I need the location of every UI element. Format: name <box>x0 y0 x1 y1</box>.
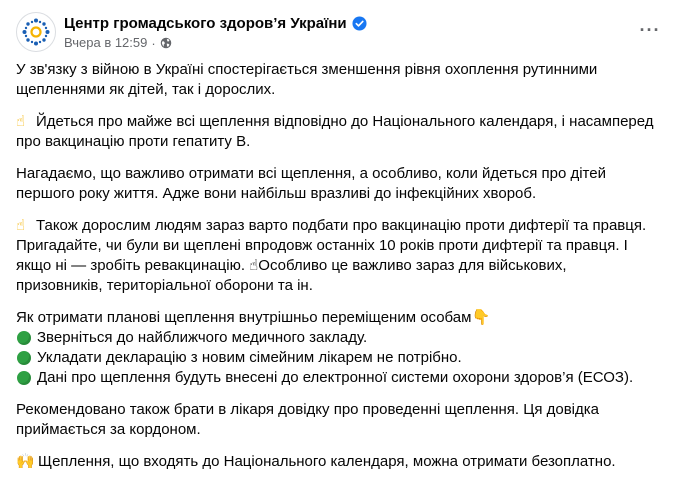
post-header <box>16 12 664 54</box>
post-paragraph-7 <box>16 452 656 472</box>
list-item <box>16 348 656 368</box>
post-paragraph-2 <box>16 112 656 152</box>
list-item-text: Укладати декларацію з новим сімейним лікарем не потрібно. <box>37 349 462 366</box>
page-name-row <box>64 14 367 33</box>
post-paragraph-7-text: Щеплення, що входять до Національного календаря, можна отримати безоплатно. <box>38 453 616 470</box>
page-avatar[interactable] <box>16 12 56 52</box>
post-paragraph-4-text: Також дорослим людям зараз варто подбати про вакцинацію проти дифтерії та правця. Пригадайте, чи були ви щеплені впродовж останніх 10 років проти дифтерії та правця. І якщо ні — зробіть ревакцинацію. ☝Особливо це важливо зараз для військових, призовників, територіальної оборони та ін. <box>16 217 647 294</box>
separator-dot: · <box>151 35 156 51</box>
globe-icon[interactable] <box>160 37 172 49</box>
post-paragraph-5 <box>16 308 656 388</box>
post-subline <box>64 35 367 51</box>
list-item-text: Дані про щеплення будуть внесені до електронної системи охорони здоров’я (ЕСОЗ). <box>37 369 634 386</box>
verified-badge-icon <box>352 16 367 31</box>
pointing-up-icon: ☝ <box>16 113 26 130</box>
more-options-button[interactable] <box>636 16 664 44</box>
post-paragraph-2-text: Йдеться про майже всі щеплення відповідно до Національного календаря, і насамперед про вакцинацію проти гепатиту В. <box>16 113 654 150</box>
post-body <box>16 60 656 484</box>
post-paragraph-4 <box>16 216 656 296</box>
post-paragraph-3: Нагадаємо, що важливо отримати всі щеплення, а особливо, коли йдеться про дітей першого року життя. Адже вони найбільш вразливі до інфекційних хвороб. <box>16 165 606 202</box>
post-paragraph-6: Рекомендовано також брати в лікаря довідку про проведенні щеплення. Ця довідка приймається за кордоном. <box>16 401 599 438</box>
ukraine-public-health-logo-icon <box>21 17 51 47</box>
raising-hands-icon: 🙌 <box>16 453 35 470</box>
post-paragraph-1: У зв'язку з війною в Україні спостерігається зменшення рівня охоплення рутинними щепленнями як дітей, так і дорослих. <box>16 61 598 98</box>
list-item <box>16 368 656 388</box>
green-circle-icon <box>17 371 31 385</box>
post-meta <box>64 14 367 51</box>
green-circle-icon <box>17 331 31 345</box>
post-timestamp[interactable]: Вчера в 12:59 <box>64 35 148 50</box>
idp-intro: Як отримати планові щеплення внутрішньо переміщеним особам👇 <box>16 309 491 326</box>
list-item-text: Зверніться до найближчого медичного закладу. <box>37 329 368 346</box>
green-circle-icon <box>17 351 31 365</box>
page-name-link[interactable]: Центр громадського здоров’я України <box>64 15 347 32</box>
more-horizontal-icon: ··· <box>639 20 661 40</box>
pointing-up-icon: ☝ <box>16 217 26 234</box>
list-item <box>16 328 656 348</box>
